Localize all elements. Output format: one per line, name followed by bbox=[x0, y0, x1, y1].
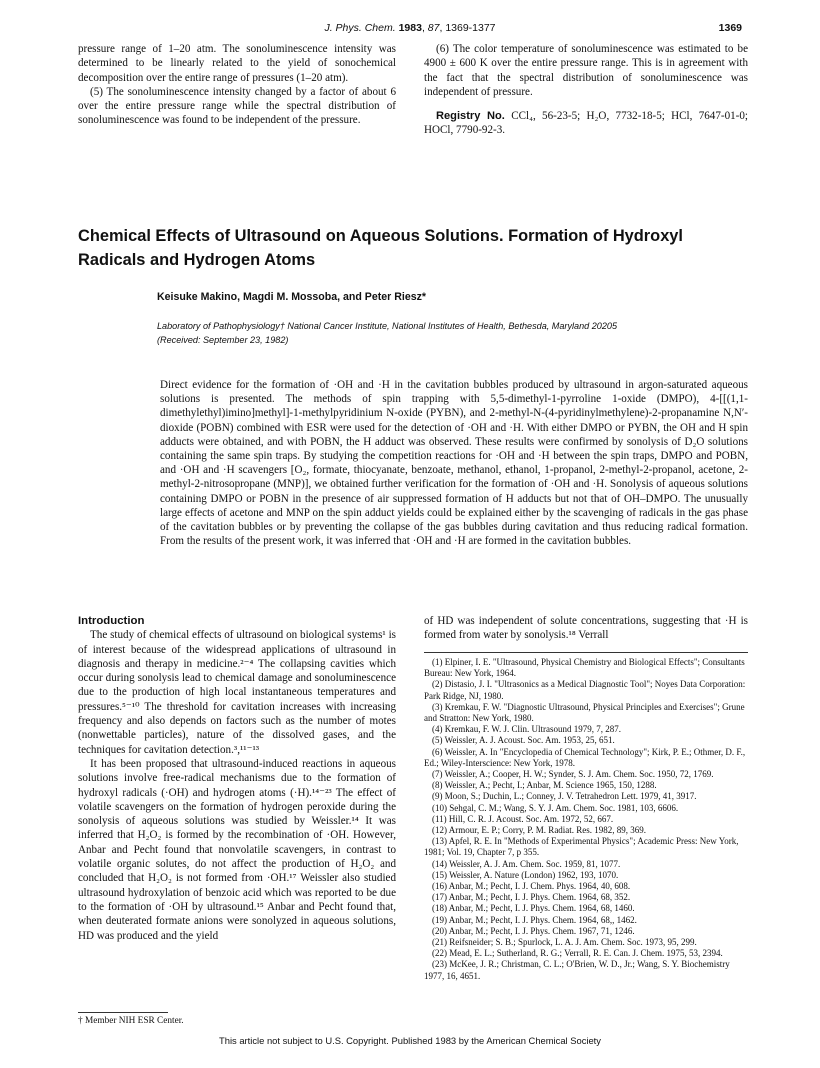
reference-item: (18) Anbar, M.; Pecht, I. J. Phys. Chem. 1964, 68, 1460. bbox=[432, 903, 635, 914]
reference-item: (23) McKee, J. R.; Christman, C. L.; O'Brien, W. D., Jr.; Wang, S. Y. Biochemistry 1977, 16, 4651. bbox=[424, 959, 730, 981]
reference-item: (5) Weissler, A. J. Acoust. Soc. Am. 1953, 25, 651. bbox=[432, 735, 615, 746]
reference-item: (13) Apfel, R. E. In "Methods of Experimental Physics"; Academic Press: New York, 1981; Vol. 19, Chapter 7, p 355. bbox=[424, 836, 739, 858]
prev-article-left-column bbox=[78, 42, 396, 128]
prev-article-paragraph: pressure range of 1–20 atm. The sonoluminescence intensity was determined to be linearly related to the yield of sonochemical decomposition over the entire range of pressures (1–20 atm). bbox=[78, 43, 396, 84]
reference-item: (4) Kremkau, F. W. J. Clin. Ultrasound 1979, 7, 287. bbox=[432, 724, 622, 735]
article-title: Chemical Effects of Ultrasound on Aqueous Solutions. Formation of Hydroxyl Radicals and Hydrogen Atoms bbox=[78, 227, 683, 269]
reference-item: (10) Sehgal, C. M.; Wang, S. Y. J. Am. Chem. Soc. 1981, 103, 6606. bbox=[432, 802, 679, 813]
section-heading-introduction: Introduction bbox=[78, 615, 145, 627]
affiliation-block bbox=[157, 319, 767, 347]
registry-text: CCl₄, 56-23-5; H₂O, 7732-18-5; HCl, 7647-01-0; HOCl, 7790-92-3. bbox=[424, 110, 749, 137]
reference-item: (17) Anbar, M.; Pecht, I. J. Phys. Chem. 1964, 68, 352. bbox=[432, 892, 631, 903]
reference-item: (11) Hill, C. R. J. Acoust. Soc. Am. 1972, 52, 667. bbox=[432, 813, 614, 824]
reference-item: (20) Anbar, M.; Pecht, I. J. Phys. Chem. 1967, 71, 1246. bbox=[432, 925, 635, 936]
references-list bbox=[424, 657, 748, 982]
journal-name: J. Phys. Chem. bbox=[324, 22, 396, 34]
footnote-rule bbox=[78, 1012, 168, 1013]
reference-item: (7) Weissler, A.; Cooper, H. W.; Synder, S. J. Am. Chem. Soc. 1950, 72, 1769. bbox=[432, 769, 714, 780]
affiliation: Laboratory of Pathophysiology† National Cancer Institute, National Institutes of Health, Bethesda, Maryland 20205 bbox=[157, 321, 618, 331]
reference-item: (9) Moon, S.; Duchin, L.; Conney, J. V. Tetrahedron Lett. 1979, 41, 3917. bbox=[432, 791, 697, 802]
reference-item: (21) Reifsneider; S. B.; Spurlock, L. A. J. Am. Chem. Soc. 1973, 95, 299. bbox=[432, 937, 697, 948]
journal-pages: 1369-1377 bbox=[445, 22, 496, 34]
abstract: Direct evidence for the formation of ·OH and ·H in the cavitation bubbles produced by ultrasound in argon-saturated aqueous solutions is presented. The methods of spin trapping with 5,5-dimethyl-1-pyrroline 1-oxide (DMPO), 4-[[(1,1-dimethylethyl)imino]methyl]-1-methylpyridinium N-oxide (PYBN), and 2-methyl-N-(4-pyridinylmethylene)-2-propanamine N,N′-dioxide (POBN) combined with ESR were used for the detection of ·OH and ·H. With either DMPO or PYBN, the OH and H spin adducts were obtained, and with POBN, the H adduct was observed. These results were confirmed by sonolysis of D₂O solutions containing the same spin traps. By studying the competition reactions for ·OH and ·H between the spin traps, DMPO and POBN, and ·OH and ·H scavengers [O₂, formate, thiocyanate, benzoate, methanol, ethanol, 1-propanol, 2-methyl-2-propanol, acetone, 2-methyl-2-nitrosopropane (MNP)], we obtained further verification for the formation of ·OH and ·H. Sonolysis of aqueous solutions containing DMPO or POBN in the presence of air suppressed formation of H adducts but not that of OH–DMPO. The unusually large effects of acetone and MNP on the spin adduct yields could be explained either by the scavenging of radicals in the gas phase of the cavitation bubbles or by preventing the collapse of the gas bubbles during cavitation and thus reducing radical formation. From the results of the present work, it was inferred that ·OH and ·H are formed in the cavitation bubbles. bbox=[160, 379, 748, 548]
article-authors: Keisuke Makino, Magdi M. Mossoba, and Peter Riesz* bbox=[157, 291, 427, 303]
received-date: (Received: September 23, 1982) bbox=[157, 335, 289, 345]
prev-article-paragraph: (6) The color temperature of sonoluminescence was estimated to be 4900 ± 600 K over the entire pressure range. This is in agreement with the fact that the spectral distribution of sonoluminescence was independent of pressure. bbox=[424, 43, 748, 98]
intro-paragraph: It has been proposed that ultrasound-induced reactions in aqueous solutions involve free-radical mechanisms due to the formation of hydroxyl radicals (·OH) and hydrogen atoms (·H).¹⁴⁻²³ The effect of volatile scavengers on the formation of hydrogen peroxide during the sonolysis of aqueous solutions was studied by Weissler.¹⁴ It was inferred that H₂O₂ is formed by the recombination of ·OH. However, Anbar and Pecht found that nonvolatile scavengers, in contrast to volatile organic solutes, do not affect the production of H₂O₂ and concluded that H₂O₂ is not formed from ·OH.¹⁷ Weissler also studied ultrasound hydroxylation of benzoic acid which was reported to be due to the formation of ·OH by ultrasound.¹⁵ Anbar and Pecht found that, when deuterated formate anions were sonolyzed in aqueous solutions, HD was produced and the yield bbox=[78, 757, 396, 942]
registry-numbers bbox=[424, 109, 748, 138]
registry-label: Registry No. bbox=[436, 110, 505, 123]
body-left-column bbox=[78, 614, 396, 943]
prev-article-right-column bbox=[424, 42, 748, 138]
reference-item: (16) Anbar, M.; Pecht, I. J. Chem. Phys. 1964, 40, 608. bbox=[432, 881, 631, 892]
references-rule bbox=[424, 652, 748, 653]
journal-year: 1983 bbox=[398, 22, 422, 34]
reference-item: (12) Armour, E. P.; Corry, P. M. Radiat. Res. 1982, 89, 369. bbox=[432, 825, 647, 836]
reference-item: (15) Weissler, A. Nature (London) 1962, 193, 1070. bbox=[432, 869, 619, 880]
running-header: J. Phys. Chem. 1983, 87, 1369-1377 bbox=[324, 22, 496, 34]
reference-item: (19) Anbar, M.; Pecht, I. J. Phys. Chem. 1964, 68,, 1462. bbox=[432, 914, 637, 925]
reference-item: (22) Mead, E. L.; Sutherland, R. G.; Verrall, R. E. Can. J. Chem. 1975, 53, 2394. bbox=[432, 948, 723, 959]
reference-item: (2) Distasio, J. I. "Ultrasonics as a Medical Diagnostic Tool"; Noyes Data Corporation: Park Ridge, NJ, 1980. bbox=[424, 679, 746, 701]
body-right-column bbox=[424, 614, 748, 643]
reference-item: (3) Kremkau, F. W. "Diagnostic Ultrasound, Physical Principles and Exercises"; Grune and Stratton: New York, 1980. bbox=[424, 701, 745, 724]
prev-article-paragraph: (5) The sonoluminescence intensity changed by a factor of about 6 over the entire pressure range while the spectral distribution of sonoluminescence was found to be independent of the pressure. bbox=[78, 85, 396, 127]
journal-volume: 87 bbox=[427, 22, 440, 34]
reference-item: (8) Weissler, A.; Pecht, I.; Anbar, M. Science 1965, 150, 1288. bbox=[432, 780, 657, 791]
footnote: † Member NIH ESR Center. bbox=[78, 1016, 184, 1026]
reference-item: (6) Weissler, A. In "Encyclopedia of Chemical Technology"; Kirk, P. E.; Othmer, D. F., Ed.; Wiley-Interscience: New York, 1978. bbox=[424, 746, 746, 768]
page-number: 1369 bbox=[718, 22, 742, 34]
reference-item: (14) Weissler, A. J. Am. Chem. Soc. 1959, 81, 1077. bbox=[432, 858, 621, 869]
reference-item: (1) Elpiner, I. E. "Ultrasound, Physical Chemistry and Biological Effects"; Consultants Bureau: New York, 1964. bbox=[424, 657, 745, 679]
page-footer: This article not subject to U.S. Copyright. Published 1983 by the American Chemical Society bbox=[219, 1035, 601, 1046]
body-paragraph-continued: of HD was independent of solute concentrations, suggesting that ·H is formed from water by sonolysis.¹⁸ Verrall bbox=[424, 615, 748, 642]
intro-paragraph: The study of chemical effects of ultrasound on biological systems¹ is of interest because of the widespread applications of ultrasound in diagnosis and therapy in medicine.²⁻⁴ The collapsing cavities which occur during sonolysis lead to chemical damage and sonoluminescence due to the production of high local instantaneous temperatures and pressures.⁵⁻¹⁰ The threshold for cavitation increases with increasing frequency and also depends on factors such as the number of motes (nonwettable particles), nature of the dissolved gases, and the techniques for cavitation detection.³,¹¹⁻¹³ bbox=[78, 629, 396, 756]
